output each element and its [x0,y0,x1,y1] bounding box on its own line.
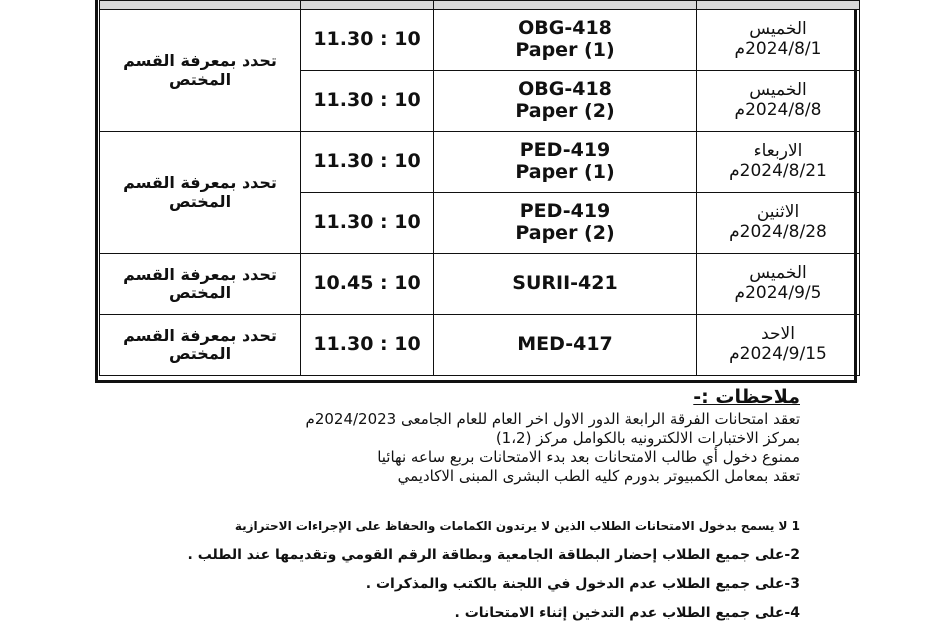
course-code: OBG-418 [518,78,612,101]
exam-time: 10.45 : 10 [301,254,434,315]
course-code: OBG-418 [518,17,612,40]
exam-date: 2024/9/15م [729,344,827,364]
header-row [100,1,860,10]
note-line: تعقد امتحانات الفرقة الرابعة الدور الاول اخر العام للعام الجامعى 2024/2023م [305,410,800,428]
exam-time: 11.30 : 10 [301,71,434,132]
course-cell [434,132,697,193]
exam-day: الاثنين [756,202,800,223]
course-cell [434,254,697,315]
table-row [100,132,860,193]
exam-time: 11.30 : 10 [301,10,434,71]
course-cell [434,315,697,376]
exam-time: 11.30 : 10 [301,132,434,193]
course-paper: Paper (2) [515,100,615,122]
course-cell [434,71,697,132]
dept-note: تحدد بمعرفة القسم المختص [100,10,301,132]
course-cell [434,10,697,71]
rules-section [150,512,800,628]
rule-item: 3-على جميع الطلاب عدم الدخول في اللجنة بالكتب والمذكرات . [365,576,800,592]
course-code: SURII-421 [512,272,618,295]
dept-note: تحدد بمعرفة القسم المختص [100,132,301,254]
course-code: PED-419 [519,200,611,223]
course-cell [434,193,697,254]
dept-note: تحدد بمعرفة القسم المختص [100,315,301,376]
exam-date: 2024/8/8م [734,100,822,120]
notes-title: ملاحظات :- [693,386,800,408]
exam-day: الخميس [749,80,807,101]
rule-item: 2-على جميع الطلاب إحضار البطاقة الجامعية وبطاقة الرقم القومي وتقديمها عند الطلب . [187,547,800,563]
exam-day: الاربعاء [753,141,803,162]
date-cell [697,71,860,132]
table-row [100,254,860,315]
exam-date: 2024/8/21م [729,161,827,181]
exam-date: 2024/9/5م [734,283,822,303]
note-line: بمركز الاختبارات الالكترونيه بالكوامل مركز (1،2) [495,429,800,447]
table-row [100,315,860,376]
table-row [100,10,860,71]
exam-schedule-table [99,0,860,376]
header-cell-dept [100,1,301,10]
course-paper: Paper (1) [515,161,615,183]
header-cell-date [697,1,860,10]
course-code: MED-417 [517,333,613,356]
course-paper: Paper (2) [515,222,615,244]
course-code: PED-419 [519,139,611,162]
exam-time: 11.30 : 10 [301,315,434,376]
note-line: تعقد بمعامل الكمبيوتر بدورم كليه الطب البشرى المبنى الاكاديمي [397,467,800,485]
date-cell [697,315,860,376]
exam-day: الخميس [749,263,807,284]
date-cell [697,10,860,71]
exam-day: الاحد [761,324,795,345]
date-cell [697,254,860,315]
exam-day: الخميس [749,19,807,40]
exam-date: 2024/8/28م [729,222,827,242]
note-line: ممنوع دخول أي طالب الامتحانات بعد بدء الامتحانات بربع ساعه نهائيا [377,448,800,466]
rule-item: 4-على جميع الطلاب عدم التدخين إثناء الامتحانات . [454,605,800,621]
header-cell-course [434,1,697,10]
course-paper: Paper (1) [515,39,615,61]
dept-note: تحدد بمعرفة القسم المختص [100,254,301,315]
header-cell-time [301,1,434,10]
rule-item: 1 لا يسمح بدخول الامتحانات الطلاب الذين لا يرتدون الكمامات والحفاظ على الإجراءات الاحترازية [234,519,800,533]
date-cell [697,132,860,193]
date-cell [697,193,860,254]
exam-time: 11.30 : 10 [301,193,434,254]
notes-section [120,386,800,486]
exam-date: 2024/8/1م [734,39,822,59]
